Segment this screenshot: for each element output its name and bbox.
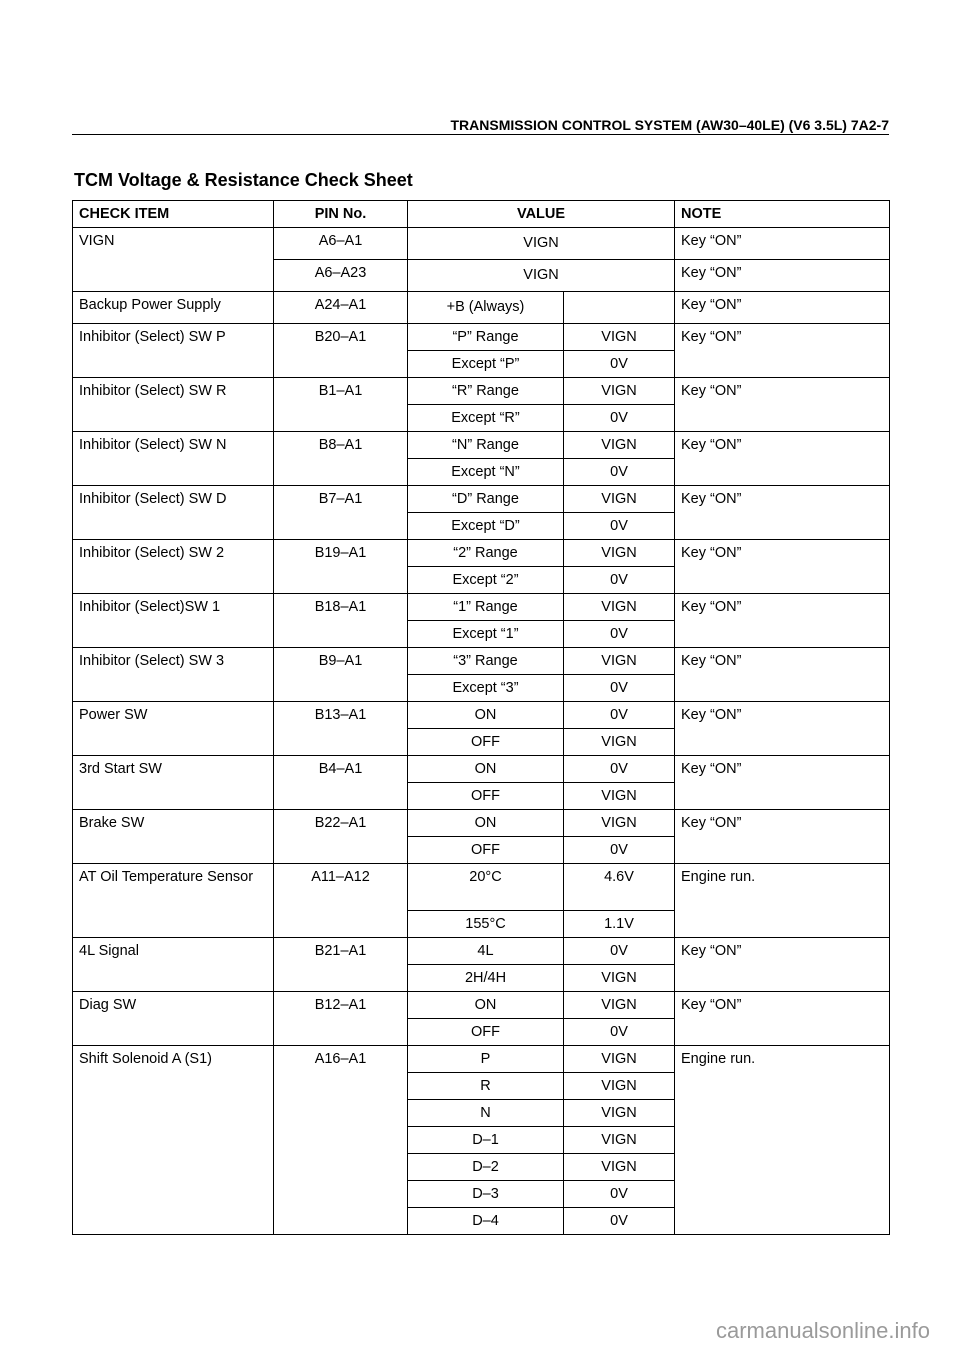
value-cell: 0V <box>564 702 675 729</box>
condition-cell: D–3 <box>408 1181 564 1208</box>
value-cell: VIGN <box>564 594 675 621</box>
check-item-cell: Inhibitor (Select) SW 3 <box>73 648 274 702</box>
condition-cell: Except “2” <box>408 567 564 594</box>
pin-cell: B20–A1 <box>274 324 408 378</box>
pin-cell: B4–A1 <box>274 756 408 810</box>
check-item-cell: Inhibitor (Select) SW 2 <box>73 540 274 594</box>
value-cell: VIGN <box>564 486 675 513</box>
value-cell: VIGN <box>564 324 675 351</box>
condition-cell: “R” Range <box>408 378 564 405</box>
table-row <box>73 540 890 567</box>
value-cell: 1.1V <box>564 911 675 938</box>
note-cell: Key “ON” <box>675 324 890 378</box>
pin-cell: B22–A1 <box>274 810 408 864</box>
value-cell: VIGN <box>564 810 675 837</box>
pin-cell: B18–A1 <box>274 594 408 648</box>
condition-cell: ON <box>408 992 564 1019</box>
value-cell: 0V <box>564 567 675 594</box>
column-header-check-item: CHECK ITEM <box>73 201 274 228</box>
value-cell: 0V <box>564 938 675 965</box>
pin-cell: B13–A1 <box>274 702 408 756</box>
value-cell: 0V <box>564 1181 675 1208</box>
note-cell: Key “ON” <box>675 540 890 594</box>
pin-cell: B19–A1 <box>274 540 408 594</box>
value-cell: VIGN <box>564 432 675 459</box>
running-header: TRANSMISSION CONTROL SYSTEM (AW30–40LE) (V6 3.5L) 7A2-7 <box>450 117 889 133</box>
value-cell: 0V <box>564 1208 675 1235</box>
note-cell: Key “ON” <box>675 432 890 486</box>
value-cell: VIGN <box>564 1100 675 1127</box>
value-cell: 0V <box>564 405 675 432</box>
table-row <box>73 486 890 513</box>
condition-cell: P <box>408 1046 564 1073</box>
note-cell: Key “ON” <box>675 648 890 702</box>
check-item-cell: Inhibitor (Select) SW N <box>73 432 274 486</box>
value-cell: VIGN <box>564 1046 675 1073</box>
page-title: TCM Voltage & Resistance Check Sheet <box>74 170 413 190</box>
condition-cell: “1” Range <box>408 594 564 621</box>
table-row <box>73 378 890 405</box>
value-cell: VIGN <box>408 228 675 260</box>
condition-cell: OFF <box>408 729 564 756</box>
check-item-cell: Power SW <box>73 702 274 756</box>
note-cell: Key “ON” <box>675 938 890 992</box>
pin-cell: B21–A1 <box>274 938 408 992</box>
value-cell: 0V <box>564 756 675 783</box>
note-cell: Key “ON” <box>675 378 890 432</box>
table-row <box>73 432 890 459</box>
pin-cell: B1–A1 <box>274 378 408 432</box>
condition-cell: R <box>408 1073 564 1100</box>
value-cell: VIGN <box>564 1073 675 1100</box>
check-item-cell: AT Oil Temperature Sensor <box>73 864 274 938</box>
table-row <box>73 292 890 324</box>
check-item-cell: Inhibitor (Select) SW P <box>73 324 274 378</box>
table-row <box>73 1046 890 1073</box>
value-cell: 0V <box>564 513 675 540</box>
value-cell: VIGN <box>564 965 675 992</box>
pin-cell: B7–A1 <box>274 486 408 540</box>
condition-cell: D–4 <box>408 1208 564 1235</box>
condition-cell: Except “P” <box>408 351 564 378</box>
table-row <box>73 702 890 729</box>
table-row <box>73 938 890 965</box>
check-item-cell: Diag SW <box>73 992 274 1046</box>
table-row <box>73 992 890 1019</box>
value-cell: 0V <box>564 351 675 378</box>
condition-cell: “2” Range <box>408 540 564 567</box>
pin-cell: A6–A1 <box>274 228 408 260</box>
note-cell: Key “ON” <box>675 810 890 864</box>
pin-cell: B12–A1 <box>274 992 408 1046</box>
value-cell: VIGN <box>564 540 675 567</box>
note-cell: Key “ON” <box>675 228 890 260</box>
condition-cell: “D” Range <box>408 486 564 513</box>
check-item-cell: Inhibitor (Select) SW R <box>73 378 274 432</box>
check-item-cell: Inhibitor (Select) SW D <box>73 486 274 540</box>
column-header-pin-no: PIN No. <box>274 201 408 228</box>
note-cell: Key “ON” <box>675 292 890 324</box>
value-cell: VIGN <box>564 992 675 1019</box>
condition-cell: ON <box>408 810 564 837</box>
check-item-cell: Shift Solenoid A (S1) <box>73 1046 274 1235</box>
condition-cell: Except “D” <box>408 513 564 540</box>
condition-cell: OFF <box>408 1019 564 1046</box>
condition-cell: OFF <box>408 837 564 864</box>
condition-cell: ON <box>408 702 564 729</box>
value-cell: VIGN <box>564 1154 675 1181</box>
condition-cell: “P” Range <box>408 324 564 351</box>
pin-cell: B9–A1 <box>274 648 408 702</box>
table-row <box>73 864 890 911</box>
condition-cell: 2H/4H <box>408 965 564 992</box>
check-item-cell: VIGN <box>73 228 274 292</box>
value-cell <box>564 292 675 324</box>
condition-cell: Except “N” <box>408 459 564 486</box>
check-sheet-table <box>72 200 890 1235</box>
table-row <box>73 810 890 837</box>
note-cell: Engine run. <box>675 1046 890 1235</box>
table-row <box>73 594 890 621</box>
condition-cell: OFF <box>408 783 564 810</box>
condition-cell: ON <box>408 756 564 783</box>
note-cell: Key “ON” <box>675 260 890 292</box>
value-cell: VIGN <box>564 729 675 756</box>
pin-cell: B8–A1 <box>274 432 408 486</box>
note-cell: Key “ON” <box>675 594 890 648</box>
watermark: carmanualsonline.info <box>715 1318 930 1343</box>
value-cell: 0V <box>564 1019 675 1046</box>
value-cell: 0V <box>564 621 675 648</box>
condition-cell: Except “3” <box>408 675 564 702</box>
value-cell: 0V <box>564 675 675 702</box>
condition-cell: “3” Range <box>408 648 564 675</box>
check-item-cell: 4L Signal <box>73 938 274 992</box>
condition-cell: N <box>408 1100 564 1127</box>
note-cell: Key “ON” <box>675 756 890 810</box>
condition-cell: 155°C <box>408 911 564 938</box>
value-cell: 0V <box>564 459 675 486</box>
value-cell: 0V <box>564 837 675 864</box>
note-cell: Key “ON” <box>675 702 890 756</box>
table-row <box>73 228 890 260</box>
check-item-cell: Inhibitor (Select)SW 1 <box>73 594 274 648</box>
note-cell: Key “ON” <box>675 992 890 1046</box>
condition-cell: 4L <box>408 938 564 965</box>
condition-cell: D–2 <box>408 1154 564 1181</box>
value-cell: 4.6V <box>564 864 675 911</box>
value-cell: VIGN <box>564 783 675 810</box>
table-header-row <box>73 201 890 228</box>
pin-cell: A16–A1 <box>274 1046 408 1235</box>
value-cell: VIGN <box>564 1127 675 1154</box>
pin-cell: A11–A12 <box>274 864 408 938</box>
condition-cell: Except “R” <box>408 405 564 432</box>
column-header-note: NOTE <box>675 201 890 228</box>
table-row <box>73 756 890 783</box>
column-header-value: VALUE <box>408 201 675 228</box>
note-cell: Engine run. <box>675 864 890 938</box>
header-rule <box>72 134 889 135</box>
condition-cell: “N” Range <box>408 432 564 459</box>
table-body <box>73 228 890 1235</box>
check-item-cell: 3rd Start SW <box>73 756 274 810</box>
check-item-cell: Backup Power Supply <box>73 292 274 324</box>
check-item-cell: Brake SW <box>73 810 274 864</box>
pin-cell: A24–A1 <box>274 292 408 324</box>
condition-cell: Except “1” <box>408 621 564 648</box>
table-row <box>73 648 890 675</box>
condition-cell: +B (Always) <box>408 292 564 324</box>
condition-cell: D–1 <box>408 1127 564 1154</box>
value-cell: VIGN <box>564 378 675 405</box>
condition-cell: 20°C <box>408 864 564 911</box>
note-cell: Key “ON” <box>675 486 890 540</box>
pin-cell: A6–A23 <box>274 260 408 292</box>
value-cell: VIGN <box>408 260 675 292</box>
table-row <box>73 324 890 351</box>
value-cell: VIGN <box>564 648 675 675</box>
